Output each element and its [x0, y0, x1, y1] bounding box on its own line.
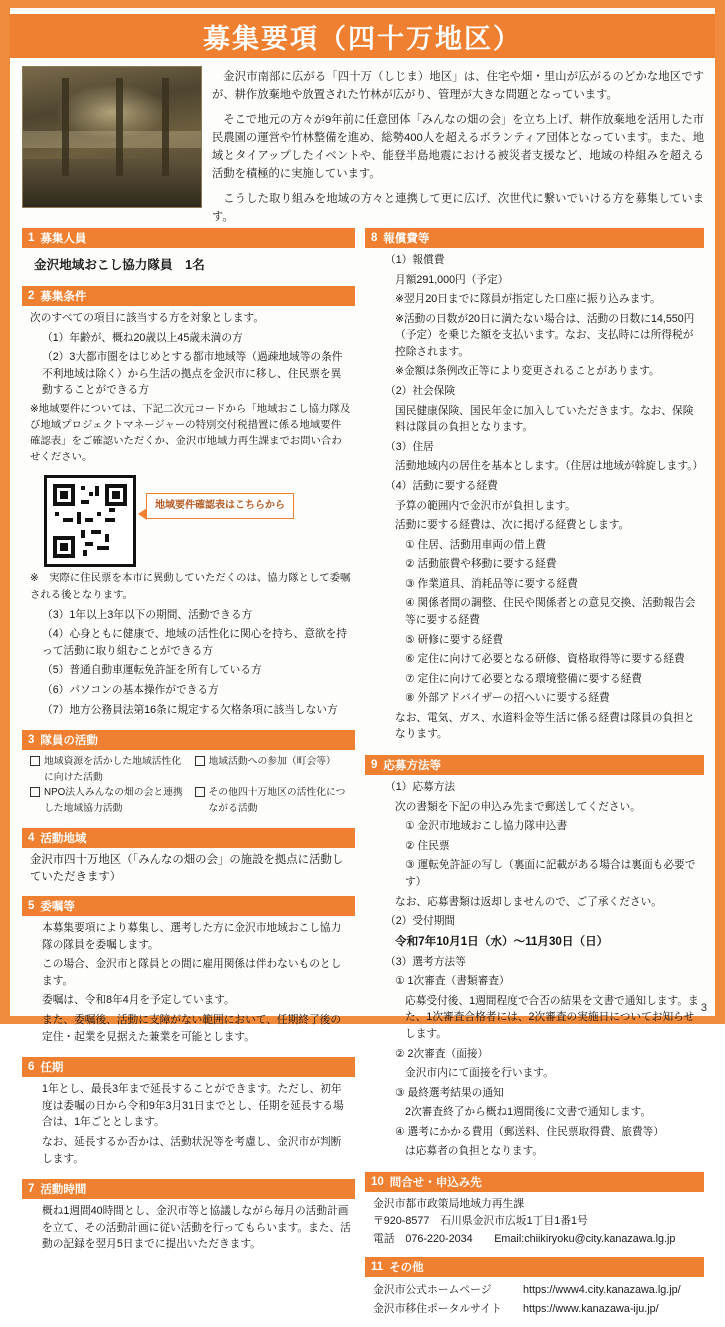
page-number: 3 [700, 1002, 707, 1014]
app-g1-list-3: ③ 運転免許証の写し（裏面に記載がある場合は裏面も必要です） [405, 859, 696, 888]
section-header-11 [365, 1257, 704, 1277]
section-conditions [22, 286, 355, 723]
section-number: 10 [371, 1175, 384, 1188]
conditions-item-5: （5）普通自動車運転免許証を所有している方 [42, 664, 262, 677]
compensation-body [365, 248, 704, 748]
app-g2-title: （2）受付期間 [385, 915, 456, 928]
section-recruit-count [22, 228, 355, 279]
section-title: 応募方法等 [383, 760, 441, 773]
section-activities [22, 730, 355, 821]
comp-g4-list-8: ⑧ 外部アドバイザーの招へいに要する経費 [405, 692, 610, 705]
section-number: 3 [28, 734, 35, 747]
checkbox-icon [30, 787, 40, 797]
intro-paragraph-3: こうした取り組みを地域の方々と連携して更に広げ、次世代に繋いでいける方を募集しています。 [212, 192, 704, 224]
commission-para-3: 委嘱は、令和8年4月を予定しています。 [42, 994, 235, 1007]
section-title: その他 [389, 1262, 424, 1275]
commission-body [22, 916, 355, 1050]
activity-photo [22, 66, 202, 208]
activity-label: NPO法人みんなの畑の会と連携した地域協力活動 [44, 787, 183, 815]
section-commission [22, 896, 355, 1050]
recruit-count-text: 金沢地域おこし協力隊員 1名 [34, 258, 205, 272]
intro-paragraph-1: 金沢市南部に広がる「四十万（しじま）地区」は、住宅や畑・里山が広がるのどかな地区ですが、耕作放棄地や放置された竹林が広がり、管理が大きな問題となっています。 [212, 71, 704, 102]
section-number: 11 [371, 1261, 384, 1274]
left-column [22, 228, 355, 1265]
checkbox-icon [30, 756, 40, 766]
other-row-2 [373, 1300, 700, 1318]
activity-label: その他四十万地区の活性化につながる活動 [208, 787, 346, 815]
comp-g4-list-3: ③ 作業道具、消耗品等に要する経費 [405, 577, 578, 590]
hours-body [22, 1199, 355, 1258]
app-g1-list-2: ② 住民票 [405, 839, 450, 852]
comp-g3-title: （3）住居 [385, 440, 434, 453]
section-title: 隊員の活動 [40, 735, 98, 748]
activity-check-4[interactable] [195, 785, 352, 816]
comp-g2-title: （2）社会保険 [385, 385, 456, 398]
app-g3-list-7: ④ 選考にかかる費用（郵送料、住民票取得費、旅費等） [395, 1125, 665, 1138]
intro-paragraph-2: そこで地元の方々が9年前に任意団体「みんなの畑の会」を立ち上げ、耕作放棄地を活用した市民農園の運営や竹林整備を進め、総勢400人を超えるボランティア団体となっています。また、地域とタイアップしたイベントや、能登半島地震における被災者支援など、地域の枠組みを超える活動を積極的に実施しています。 [212, 113, 704, 181]
app-g3-list-5: ③ 最終選考結果の通知 [395, 1086, 504, 1099]
app-g3-list-2: 応募受付後、1週間程度で合否の結果を文書で通知します。また、1次審査合格者には、2次審査の実施日についてお知らせします。 [405, 994, 699, 1040]
app-g1-title: （1）応募方法 [385, 781, 456, 794]
other-link-2[interactable]: https://www.kanazawa-iju.jp/ [523, 1302, 659, 1315]
application-body [365, 775, 704, 1165]
conditions-item-1: （1）年齢が、概ね20歳以上45歳未満の方 [42, 331, 243, 344]
comp-g4-list-2: ② 活動旅費や移動に要する経費 [405, 558, 557, 571]
section-title: 委嘱等 [40, 901, 75, 914]
conditions-item-7: （7）地方公務員法第16条に規定する欠格条項に該当しない方 [42, 703, 338, 716]
area-text: 金沢市四十万地区（「みんなの畑の会」の施設を拠点に活動していただきます） [30, 853, 344, 884]
app-g1-lead: 次の書類を下記の申込み先まで郵送してください。 [395, 800, 641, 813]
section-application [365, 755, 704, 1165]
comp-g3-item-1: 活動地域内の居住を基本とします。（住居は地域が斡旋します。） [395, 460, 704, 473]
section-title: 報償費等 [383, 233, 430, 245]
section-header-4 [22, 828, 355, 848]
comp-g4-list-1: ① 住居、活動用車両の借上費 [405, 538, 546, 551]
section-header-9 [365, 755, 704, 775]
qr-row [30, 469, 351, 571]
activity-check-2[interactable] [195, 754, 352, 785]
section-contact [365, 1172, 704, 1250]
comp-g1-item-4: ※金額は条例改正等により変更されることがあります。 [395, 365, 660, 378]
checkbox-icon [195, 787, 205, 797]
comp-g4-list-4: ④ 関係者間の調整、住民や関係者との意見交換、活動報告会等に要する経費 [405, 597, 696, 626]
intro-text [212, 68, 704, 232]
commission-para-4: また、委嘱後、活動に支障がない範囲において、任期終了後の定住・起業を見据えた兼業を可能とします。 [42, 1014, 342, 1043]
comp-g4-note: なお、電気、ガス、水道料金等生活に係る経費は隊員の負担となります。 [395, 711, 695, 741]
section-area [22, 828, 355, 889]
other-body [365, 1277, 704, 1320]
section-number: 6 [28, 1061, 35, 1074]
section-number: 2 [28, 290, 35, 302]
intro-section [22, 66, 704, 224]
contact-line-3[interactable]: 電話 076-220-2034 Email:chiikiryoku@city.kanazawa.lg.jp [373, 1232, 676, 1245]
comp-g4-list-5: ⑤ 研修に要する経費 [405, 633, 504, 646]
section-number: 5 [28, 900, 35, 913]
contact-line-1: 金沢市都市政策局地域力再生課 [373, 1197, 525, 1210]
section-title: 活動時間 [40, 1184, 87, 1197]
section-number: 4 [28, 831, 35, 844]
section-header-6 [22, 1057, 355, 1077]
commission-para-2: この場合、金沢市と隊員との間に雇用関係は伴わないものとします。 [42, 958, 342, 987]
activities-checklist [22, 750, 355, 821]
app-g3-list-1: ① 1次審査（書類審査） [395, 975, 510, 988]
comp-g1-item-1: 月額291,000円（予定） [395, 273, 509, 286]
checkbox-icon [195, 756, 205, 766]
conditions-item-6: （6）パソコンの基本操作ができる方 [42, 683, 219, 696]
hours-para-1: 概ね1週間40時間とし、金沢市等と協議しながら毎月の活動計画を立て、その活動計画に従い活動を行ってもらいます。また、活動の記録を翌月5日までに提出いただきます。 [42, 1205, 351, 1251]
comp-g2-item-1: 国民健康保険、国民年金に加入していただきます。なお、保険料は隊員の負担となります。 [395, 404, 694, 434]
section-header-3 [22, 730, 355, 750]
comp-g4-title: （4）活動に要する経費 [385, 479, 498, 492]
section-compensation [365, 228, 704, 748]
comp-g4-list-7: ⑦ 定住に向けて必要となる環境整備に要する経費 [405, 672, 642, 685]
other-link-1[interactable]: https://www4.city.kanazawa.lg.jp/ [523, 1284, 681, 1297]
section-header-5 [22, 896, 355, 916]
page-frame-top [0, 0, 725, 8]
conditions-item-2: （2）3大都市圏をはじめとする都市地域等（過疎地域等の条件不利地域は除く）から生活の拠点を金沢市に移し、住民票を異動することができる方 [42, 351, 343, 397]
comp-g4-list-6: ⑥ 定住に向けて必要となる研修、資格取得等に要する経費 [405, 653, 685, 666]
comp-g1-item-3: ※活動の日数が20日に満たない場合は、活動の日数に14,550円（予定）を乗じた額を支払います。なお、支払時には所得税が控除されます。 [395, 312, 695, 358]
app-g3-list-6: 2次審査終了から概ね1週間後に文書で通知します。 [405, 1106, 652, 1119]
activity-label: 地域資源を活かした地域活性化に向けた活動 [44, 756, 182, 783]
activity-check-3[interactable] [30, 785, 187, 816]
term-body [22, 1077, 355, 1172]
section-title: 募集条件 [40, 291, 87, 303]
section-header-2 [22, 286, 355, 306]
section-number: 8 [371, 232, 378, 244]
section-number: 1 [28, 232, 35, 244]
right-column [365, 228, 704, 1327]
page-title-bar [10, 14, 715, 58]
app-g1-note: なお、応募書類は返却しませんので、ご了承ください。 [395, 895, 662, 908]
conditions-note-2: ※ 実際に住民票を本市に異動していただくのは、協力隊として委嘱される後となります。 [30, 573, 351, 601]
contact-line-2: 〒920-8577 石川県金沢市広坂1丁目1番1号 [373, 1215, 588, 1228]
section-header-8 [365, 228, 704, 248]
section-title: 任期 [40, 1062, 64, 1075]
section-hours [22, 1179, 355, 1258]
section-header-7 [22, 1179, 355, 1199]
section-title: 問合せ・申込み先 [389, 1176, 482, 1189]
page-frame-left [0, 0, 10, 1024]
section-header-1 [22, 228, 355, 248]
activity-label: 地域活動への参加（町会等） [208, 756, 336, 768]
conditions-note: ※地域要件については、下記二次元コードから「地域おこし協力隊及び地域プロジェクトマネージャーの特別交付税措置に係る地域要件確認表」をご確認いただくか、金沢市地域力再生課までお問い合わせください。 [30, 403, 351, 464]
comp-g4-item-1: 予算の範囲内で金沢市が負担します。 [395, 499, 576, 512]
section-title: 募集人員 [40, 233, 87, 245]
app-g3-title: （3）選考方法等 [385, 955, 466, 968]
page-title: 募集要項（四十万地区） [203, 23, 522, 55]
app-g3-list-4: 金沢市内にて面接を行います。 [405, 1067, 554, 1080]
section-header-10 [365, 1172, 704, 1192]
section-title: 活動地域 [40, 832, 87, 845]
commission-para-1: 本募集要項により募集し、選考した方に金沢市地域おこし協力隊の隊員を委嘱します。 [42, 922, 342, 951]
activity-check-1[interactable] [30, 754, 187, 785]
other-label-2: 金沢市移住ポータルサイト [373, 1302, 502, 1315]
app-g3-list-3: ② 2次審査（面接） [395, 1047, 489, 1060]
other-label-1: 金沢市公式ホームページ [373, 1284, 492, 1297]
section-number: 7 [28, 1183, 35, 1196]
conditions-body [22, 306, 355, 723]
app-period-text: 令和7年10月1日（水）～11月30日（日） [395, 934, 609, 948]
app-g1-list-1: ① 金沢市地域おこし協力隊申込書 [405, 820, 568, 833]
contact-body [365, 1192, 704, 1250]
comp-g1-item-2: ※翌月20日までに隊員が指定した口座に振り込みます。 [395, 293, 661, 306]
qr-code[interactable] [44, 475, 136, 567]
conditions-item-3: （3）1年以上3年以下の期間、活動できる方 [42, 608, 253, 621]
app-g3-list-8: は応募者の負担となります。 [405, 1145, 544, 1158]
term-para-2: なお、延長するか否かは、活動状況等を考慮し、金沢市が判断します。 [42, 1135, 342, 1165]
section-other [365, 1257, 704, 1320]
conditions-lead: 次のすべての項目に該当する方を対象とします。 [30, 312, 265, 324]
page-frame-right [715, 0, 725, 1024]
qr-callout: 地域要件確認表はこちらから [146, 493, 294, 519]
comp-g1-title: （1）報償費 [385, 254, 445, 266]
section-term [22, 1057, 355, 1172]
section-number: 9 [371, 759, 378, 772]
comp-g4-item-2: 活動に要する経費は、次に掲げる経費とします。 [395, 519, 630, 532]
conditions-item-4: （4）心身ともに健康で、地域の活性化に関心を持ち、意欲を持って活動に取り組むことができる方 [42, 628, 347, 657]
other-row-1 [373, 1281, 700, 1299]
term-para-1: 1年とし、最長3年まで延長することができます。ただし、初年度は委嘱の日から令和9年3月31日までとし、任期を延長する場合は、1年ごととします。 [42, 1083, 344, 1129]
